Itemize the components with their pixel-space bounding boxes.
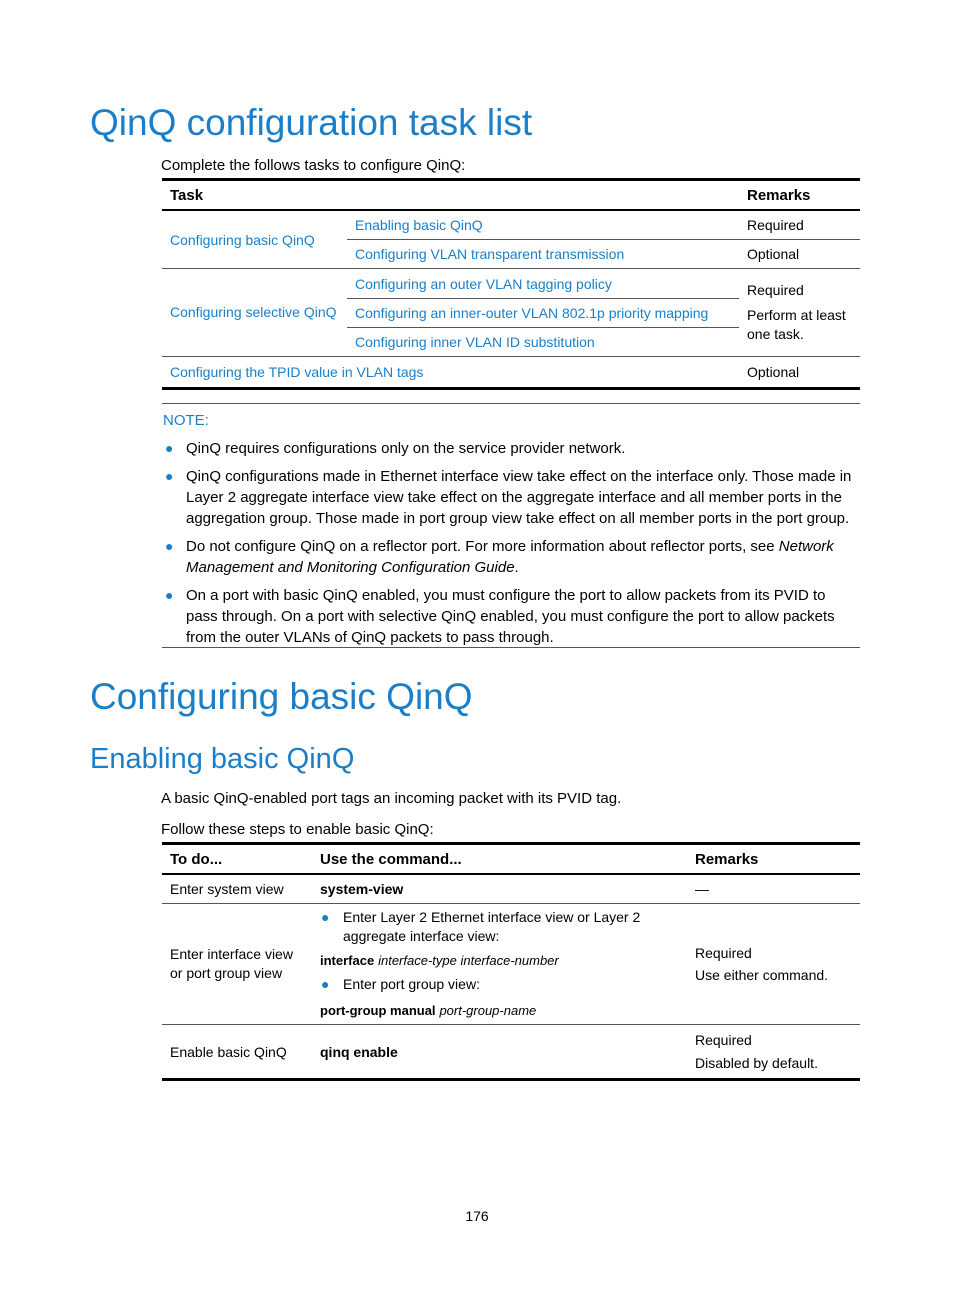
command-bullet	[320, 975, 679, 994]
remarks-required: Required	[747, 282, 804, 298]
table-row	[162, 210, 860, 240]
remarks-cell: Required	[747, 217, 804, 233]
todo-cell: Enter interface view or port group view	[162, 904, 312, 1025]
todo-cell: Enable basic QinQ	[162, 1025, 312, 1080]
table-row	[162, 904, 860, 1025]
remarks-cell-selective	[739, 269, 860, 357]
bullet-icon: ●	[165, 440, 174, 456]
remarks-perform-one: Perform at least one task.	[747, 307, 846, 342]
header-remarks: Remarks	[739, 180, 860, 211]
command-keyword: interface	[320, 953, 375, 968]
command-keyword: port-group manual	[320, 1003, 436, 1018]
command-argument: port-group-name	[439, 1003, 537, 1018]
remarks-cell: Optional	[739, 357, 860, 389]
command-cell: system-view	[312, 874, 687, 904]
table-header-row	[162, 844, 860, 875]
task-link-vlan-transparent[interactable]: Configuring VLAN transparent transmission	[347, 240, 739, 269]
note-label: NOTE:	[163, 412, 209, 429]
note-item	[162, 536, 860, 578]
paragraph-steps: Follow these steps to enable basic QinQ:	[161, 821, 434, 838]
intro-text: Complete the follows tasks to configure QinQ:	[161, 157, 466, 174]
remarks-cell	[687, 1025, 860, 1080]
command-cell: qinq enable	[312, 1025, 687, 1080]
section-title-task-list: QinQ configuration task list	[90, 102, 533, 143]
remarks-detail: Disabled by default.	[695, 1055, 818, 1071]
command-cell	[312, 904, 687, 1025]
guide-reference: Network Management and Monitoring Configuration Guide	[186, 538, 834, 576]
header-command: Use the command...	[312, 844, 687, 875]
command-argument: interface-type interface-number	[378, 953, 559, 968]
command-line	[320, 951, 679, 970]
note-list	[162, 438, 860, 655]
remarks-cell: —	[687, 874, 860, 904]
bullet-icon: ●	[165, 538, 174, 554]
task-link-basic-qinq[interactable]: Configuring basic QinQ	[170, 231, 315, 248]
header-remarks: Remarks	[687, 844, 860, 875]
header-todo: To do...	[162, 844, 312, 875]
task-link-inner-vlan-substitution[interactable]: Configuring inner VLAN ID substitution	[347, 328, 739, 357]
task-table	[162, 178, 860, 390]
todo-cell: Enter system view	[162, 874, 312, 904]
note-item	[162, 585, 860, 648]
task-link-tpid[interactable]: Configuring the TPID value in VLAN tags	[162, 357, 739, 389]
note-text: QinQ configurations made in Ethernet interface view take effect on the interface only. Those made in Layer 2 aggregate interface view take effect on the aggregate interface and all member ports in the aggregation group. Those made in port group view take effect on all member ports in the port group.	[186, 468, 852, 527]
task-link-enabling-basic-qinq[interactable]: Enabling basic QinQ	[355, 217, 483, 233]
bullet-icon: ●	[321, 909, 330, 925]
section-title-configuring-basic: Configuring basic QinQ	[90, 676, 473, 717]
page-number: 176	[465, 1208, 489, 1224]
remarks-required: Required	[695, 945, 752, 961]
note-item	[162, 438, 860, 459]
paragraph-pvid: A basic QinQ-enabled port tags an incoming packet with its PVID tag.	[161, 790, 622, 807]
note-text: .	[514, 559, 519, 576]
note-item	[162, 466, 860, 529]
note-text: Do not configure QinQ on a reflector port. For more information about reflector ports, see	[186, 538, 779, 555]
bullet-icon: ●	[165, 587, 174, 603]
table-row	[162, 1025, 860, 1080]
task-link-priority-mapping[interactable]: Configuring an inner-outer VLAN 802.1p priority mapping	[347, 299, 739, 328]
bullet-text: Enter Layer 2 Ethernet interface view or Layer 2 aggregate interface view:	[343, 909, 641, 944]
remarks-detail: Use either command.	[695, 967, 829, 983]
header-task: Task	[162, 180, 739, 211]
note-text: QinQ requires configurations only on the service provider network.	[186, 440, 626, 457]
remarks-required: Required	[695, 1032, 752, 1048]
section-title-enabling-basic: Enabling basic QinQ	[90, 743, 355, 775]
bullet-icon: ●	[165, 468, 174, 484]
bullet-icon: ●	[321, 976, 330, 992]
table-row	[162, 269, 860, 299]
task-link-selective-qinq[interactable]: Configuring selective QinQ	[162, 269, 347, 357]
task-link-outer-vlan-tagging[interactable]: Configuring an outer VLAN tagging policy	[347, 269, 739, 299]
remarks-cell: Optional	[739, 240, 860, 269]
command-bullet	[320, 908, 679, 946]
command-table	[162, 842, 860, 1081]
remarks-cell	[687, 904, 860, 1025]
note-text: On a port with basic QinQ enabled, you must configure the port to allow packets from its PVID to pass through. On a port with selective QinQ enabled, you must configure the port to allow packets from the outer VLANs of QinQ packets to pass through.	[186, 587, 835, 646]
note-box	[162, 403, 860, 648]
command-line	[320, 1001, 679, 1020]
table-row	[162, 357, 860, 389]
table-row	[162, 874, 860, 904]
table-header-row	[162, 180, 860, 211]
bullet-text: Enter port group view:	[343, 976, 480, 992]
